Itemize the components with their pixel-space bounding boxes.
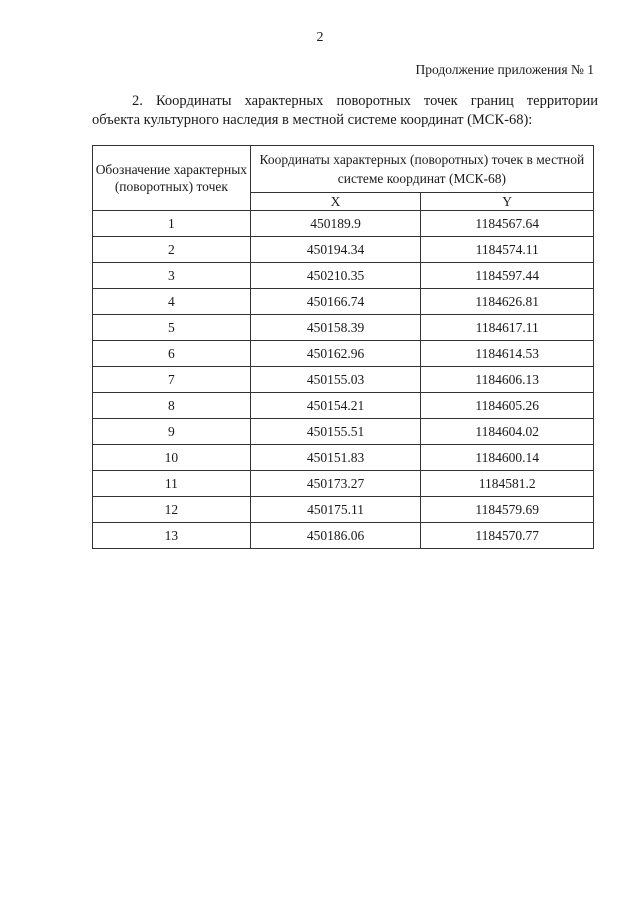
point-cell: 6 xyxy=(93,341,251,367)
point-cell: 3 xyxy=(93,263,251,289)
x-cell: 450186.06 xyxy=(250,523,421,549)
table-row xyxy=(93,393,594,419)
table-row xyxy=(93,341,594,367)
point-cell: 2 xyxy=(93,237,251,263)
x-cell: 450166.74 xyxy=(250,289,421,315)
point-cell: 8 xyxy=(93,393,251,419)
table-row xyxy=(93,367,594,393)
x-cell: 450158.39 xyxy=(250,315,421,341)
x-cell: 450173.27 xyxy=(250,471,421,497)
point-cell: 4 xyxy=(93,289,251,315)
appendix-continuation-note: Продолжение приложения № 1 xyxy=(415,62,594,77)
y-cell: 1184574.11 xyxy=(421,237,594,263)
table-row xyxy=(93,289,594,315)
y-cell: 1184581.2 xyxy=(421,471,594,497)
x-cell: 450155.51 xyxy=(250,419,421,445)
x-cell: 450194.34 xyxy=(250,237,421,263)
table-row xyxy=(93,211,594,237)
table-row xyxy=(93,523,594,549)
point-cell: 10 xyxy=(93,445,251,471)
x-cell: 450154.21 xyxy=(250,393,421,419)
table-row xyxy=(93,263,594,289)
y-cell: 1184570.77 xyxy=(421,523,594,549)
y-cell: 1184597.44 xyxy=(421,263,594,289)
section-heading xyxy=(92,92,598,130)
x-cell: 450210.35 xyxy=(250,263,421,289)
coordinates-table xyxy=(92,145,594,549)
table-row xyxy=(93,237,594,263)
x-cell: 450189.9 xyxy=(250,211,421,237)
table-row xyxy=(93,471,594,497)
table-row xyxy=(93,497,594,523)
y-cell: 1184600.14 xyxy=(421,445,594,471)
point-cell: 5 xyxy=(93,315,251,341)
y-cell: 1184626.81 xyxy=(421,289,594,315)
point-cell: 7 xyxy=(93,367,251,393)
y-cell: 1184606.13 xyxy=(421,367,594,393)
y-cell: 1184579.69 xyxy=(421,497,594,523)
header-x: X xyxy=(250,193,421,211)
table-row xyxy=(93,419,594,445)
point-cell: 12 xyxy=(93,497,251,523)
point-cell: 9 xyxy=(93,419,251,445)
y-cell: 1184617.11 xyxy=(421,315,594,341)
header-point-designation: Обозначение характерных (поворотных) точек xyxy=(93,146,251,211)
point-cell: 11 xyxy=(93,471,251,497)
x-cell: 450175.11 xyxy=(250,497,421,523)
page-number: 2 xyxy=(316,30,324,45)
header-coordinates: Координаты характерных (поворотных) точек в местной системе координат (МСК-68) xyxy=(250,146,593,193)
header-y: Y xyxy=(421,193,594,211)
y-cell: 1184604.02 xyxy=(421,419,594,445)
y-cell: 1184605.26 xyxy=(421,393,594,419)
section-heading-line-1: 2. Координаты характерных поворотных точек границ территории xyxy=(132,93,598,109)
x-cell: 450151.83 xyxy=(250,445,421,471)
table-row xyxy=(93,315,594,341)
x-cell: 450155.03 xyxy=(250,367,421,393)
point-cell: 13 xyxy=(93,523,251,549)
coordinates-table-body xyxy=(93,211,594,549)
point-cell: 1 xyxy=(93,211,251,237)
table-row xyxy=(93,445,594,471)
y-cell: 1184614.53 xyxy=(421,341,594,367)
section-heading-line-2: объекта культурного наследия в местной системе координат (МСК-68): xyxy=(92,112,533,128)
y-cell: 1184567.64 xyxy=(421,211,594,237)
x-cell: 450162.96 xyxy=(250,341,421,367)
